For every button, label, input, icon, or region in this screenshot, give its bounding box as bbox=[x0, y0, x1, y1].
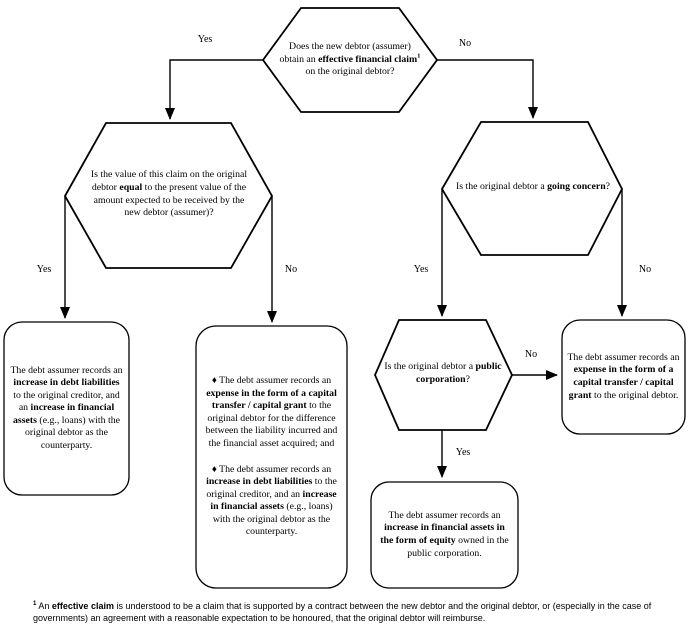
b1-text-bold1: increase in debt liabilities bbox=[13, 377, 120, 389]
b2p2-text-pre: The debt assumer records an bbox=[216, 463, 332, 475]
edge-label-q3-yes: Yes bbox=[413, 264, 429, 275]
b2p1-text-post: to the original debtor for the difference between the liability incurred and the financial asset acquired; and bbox=[205, 400, 338, 449]
b3-text-post: to the original debtor. bbox=[591, 389, 679, 401]
footnote-text-post: is understood to be a claim that is supported by a contract between the new debtor and the original debtor, or (especially in the case of governments) an agreement with a reasonable expectation to be honoured, that the original debtor will reimburse. bbox=[33, 601, 652, 624]
decision-going-concern-text bbox=[456, 125, 610, 250]
footnote-marker: 1 bbox=[33, 600, 37, 607]
diamond-bullet-icon: ♦ bbox=[211, 463, 217, 475]
edge-label-q1-no: No bbox=[458, 38, 472, 49]
edge-label-q4-no: No bbox=[524, 349, 538, 360]
b2p2-text-mid: to the original creditor, and an bbox=[206, 476, 337, 500]
edge-q1-no bbox=[437, 60, 533, 118]
outcome-expense-and-increase-text bbox=[202, 330, 341, 584]
q3-text-pre: Is the original debtor a bbox=[456, 181, 548, 193]
b2p2-text-post: (e.g., loans) with the original debtor as the counterparty. bbox=[212, 501, 333, 538]
q3-text-post: ? bbox=[605, 181, 611, 193]
edge-label-q2-no: No bbox=[284, 264, 298, 275]
b2-bullet-2 bbox=[202, 464, 341, 539]
outcome-equity-increase-text bbox=[377, 486, 512, 584]
outcome-expense-capital-transfer-text bbox=[567, 324, 680, 430]
q4-text-pre: Is the original debtor a bbox=[384, 361, 476, 373]
decision-effective-claim-text bbox=[278, 12, 422, 108]
q4-text-bold: public corporation bbox=[416, 361, 502, 385]
outcome-increase-liabilities-text bbox=[9, 326, 124, 491]
b2p2-text-bold2: increase in financial assets bbox=[210, 488, 337, 513]
b2p1-text-bold: expense in the form of a capital transfer / capital grant bbox=[206, 387, 337, 412]
b4-text-pre: The debt assumer records an bbox=[388, 509, 501, 521]
edge-label-q3-no: No bbox=[638, 264, 652, 275]
q4-text-post: ? bbox=[465, 374, 470, 385]
b1-text-post: (e.g., loans) with the original debtor as the counterparty. bbox=[25, 414, 120, 451]
edge-label-q2-yes: Yes bbox=[36, 264, 52, 275]
q2-text-post: to the present value of the amount expected to be received by the new debtor (assumer)? bbox=[93, 181, 247, 219]
q2-text-pre: Is the value of this claim on the original debtor bbox=[90, 169, 248, 193]
q1-text-bold: effective financial claim bbox=[318, 53, 418, 65]
b2-bullet-1 bbox=[202, 375, 341, 450]
b4-text-post: owned in the public corporation. bbox=[407, 535, 509, 559]
footnote bbox=[33, 600, 675, 625]
edge-label-q1-yes: Yes bbox=[197, 34, 213, 45]
q1-text-post: on the original debtor? bbox=[305, 66, 395, 78]
footnote-text-pre: An bbox=[36, 601, 52, 611]
b3-text-bold: expense in the form of a capital transfer / capital grant bbox=[568, 364, 674, 401]
edge-label-q4-yes: Yes bbox=[455, 447, 471, 458]
q3-text-bold: going concern bbox=[547, 181, 606, 193]
b1-text-mid: to the original creditor, and an bbox=[13, 389, 120, 414]
edge-q1-yes bbox=[170, 60, 263, 119]
b1-text-pre: The debt assumer records an bbox=[10, 364, 123, 376]
b4-text-bold: increase in financial assets in the form of equity bbox=[380, 522, 505, 546]
diamond-bullet-icon: ♦ bbox=[211, 375, 217, 387]
b2p2-text-bold1: increase in debt liabilities bbox=[206, 476, 313, 488]
decision-claim-equal-value-text bbox=[86, 126, 252, 263]
q2-text-bold: equal bbox=[119, 181, 143, 193]
b2p1-text-pre: The debt assumer records an bbox=[216, 375, 332, 387]
q1-text-pre: Does the new debtor (assumer) obtain an bbox=[279, 41, 411, 65]
footnote-text-bold: effective claim bbox=[51, 601, 114, 611]
footnote-marker-superscript: 1 bbox=[417, 52, 421, 60]
b3-text-pre: The debt assumer records an bbox=[567, 351, 680, 363]
b1-text-bold2: increase in financial assets bbox=[13, 402, 115, 426]
decision-public-corporation-text bbox=[384, 323, 502, 425]
